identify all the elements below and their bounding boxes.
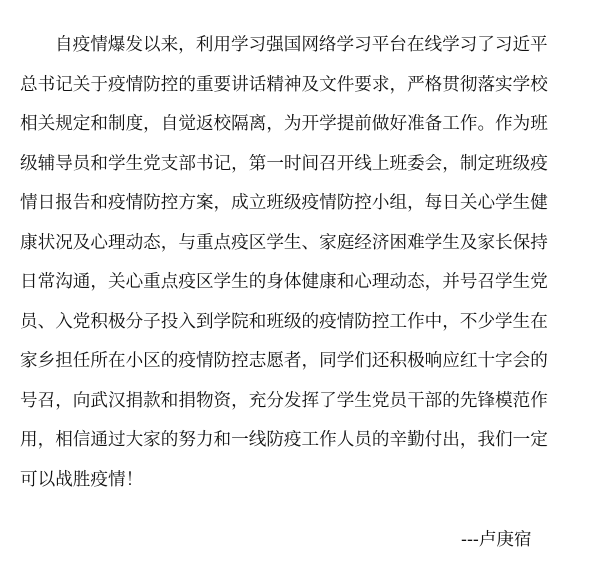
paragraph-line-6: 康状况及心理动态，与重点疫区学生、家庭经济困难学生及家长保持 [20,232,548,253]
paragraph-line-11: 用，相信通过大家的努力和一线防疫工作人员的辛勤付出，我们一定 [20,430,548,450]
paragraph-line-7: 日常沟通，关心重点疫区学生的身体健康和心理动态，并号召学生党 [20,272,548,292]
paragraph-line-3: 相关规定和制度，自觉返校隔离，为开学提前做好准备工作。作为班 [20,114,548,134]
author-signature: ---卢庚宿 [461,530,532,550]
paragraph-line-9: 家乡担任所在小区的疫情防控志愿者，同学们还积极响应红十字会的 [20,351,548,371]
document-body [20,26,580,500]
paragraph-line-4: 级辅导员和学生党支部书记，第一时间召开线上班委会，制定班级疫 [20,153,548,174]
paragraph-line-5: 情日报告和疫情防控方案，成立班级疫情防控小组，每日关心学生健 [20,193,548,213]
paragraph-line-2: 总书记关于疫情防控的重要讲话精神及文件要求，严格贯彻落实学校 [20,74,548,95]
paragraph-line-10: 号召，向武汉捐款和捐物资，充分发挥了学生党员干部的先锋模范作 [20,390,548,411]
paragraph-line-12: 可以战胜疫情！ [20,469,144,490]
paragraph-line-8: 员、入党积极分子投入到学院和班级的疫情防控工作中，不少学生在 [20,311,548,332]
paragraph-line-1: 自疫情爆发以来，利用学习强国网络学习平台在线学习了习近平 [55,35,548,55]
